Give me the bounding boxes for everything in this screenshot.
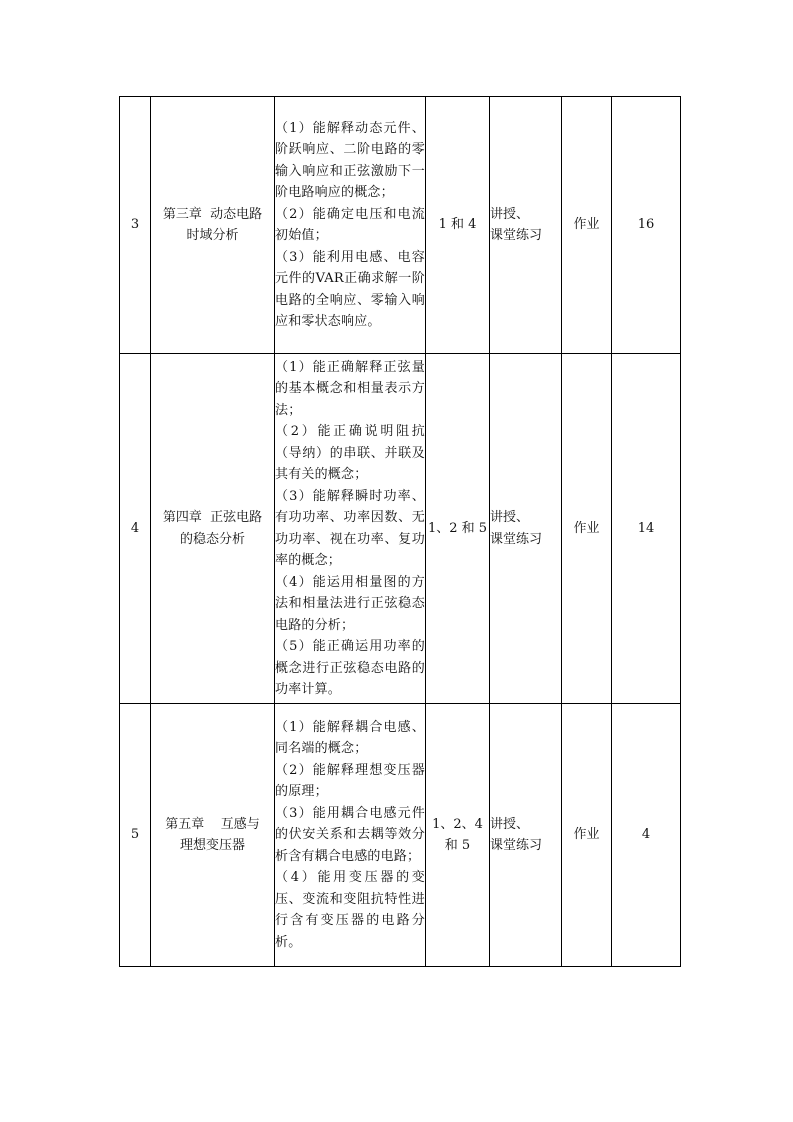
course-goals: 1 和 4 [426,97,490,354]
objective-item: （3）能利用电感、电容元件的VAR正确求解一阶电路的全响应、零输入响应和零状态响应。 [275,249,425,329]
objective-item: （5）能正确运用功率的概念进行正弦稳态电路的功率计算。 [275,639,425,697]
objective-item: （4）能运用相量图的方法和相量法进行正弦稳态电路的分析； [275,574,425,633]
chapter-title: 第三章 动态电路 时域分析 [151,97,275,354]
row-number: 3 [120,97,151,354]
assessment: 作业 [562,354,612,704]
objective-item: （1）能解释耦合电感、同名端的概念； [275,719,425,757]
syllabus-table [119,96,681,967]
chapter-title: 第五章 互感与 理想变压器 [151,704,275,967]
class-hours: 16 [612,97,681,354]
row-number: 5 [120,704,151,967]
teaching-method: 讲授、 课堂练习 [490,354,562,704]
teaching-method: 讲授、 课堂练习 [490,97,562,354]
objective-item: （1）能正确解释正弦量的基本概念和相量表示方法； [275,359,425,418]
objectives-cell [275,704,426,967]
table-row [120,97,681,354]
course-goals: 1、2、4 和 5 [426,704,490,967]
objective-item: （2）能确定电压和电流初始值； [275,206,425,243]
objectives-cell [275,97,426,354]
objective-item: （1）能解释动态元件、阶跃响应、二阶电路的零输入响应和正弦激励下一阶电路响应的概念； [275,120,425,200]
objective-item: （4）能用变压器的变压、变流和变阻抗特性进行含有变压器的电路分析。 [275,870,425,950]
teaching-method: 讲授、 课堂练习 [490,704,562,967]
class-hours: 14 [612,354,681,704]
table-row [120,704,681,967]
objective-item: （2）能正确说明阻抗（导纳）的串联、并联及其有关的概念； [275,424,425,482]
assessment: 作业 [562,97,612,354]
row-number: 4 [120,354,151,704]
table-row [120,354,681,704]
class-hours: 4 [612,704,681,967]
course-goals: 1、2 和 5 [426,354,490,704]
objective-item: （3）能解释瞬时功率、有功功率、功率因数、无功功率、视在功率、复功率的概念； [275,488,425,568]
objective-item: （2）能解释理想变压器的原理； [275,762,425,800]
chapter-title: 第四章 正弦电路 的稳态分析 [151,354,275,704]
assessment: 作业 [562,704,612,967]
objectives-cell [275,354,426,704]
objective-item: （3）能用耦合电感元件的伏安关系和去耦等效分析含有耦合电感的电路； [275,805,425,864]
